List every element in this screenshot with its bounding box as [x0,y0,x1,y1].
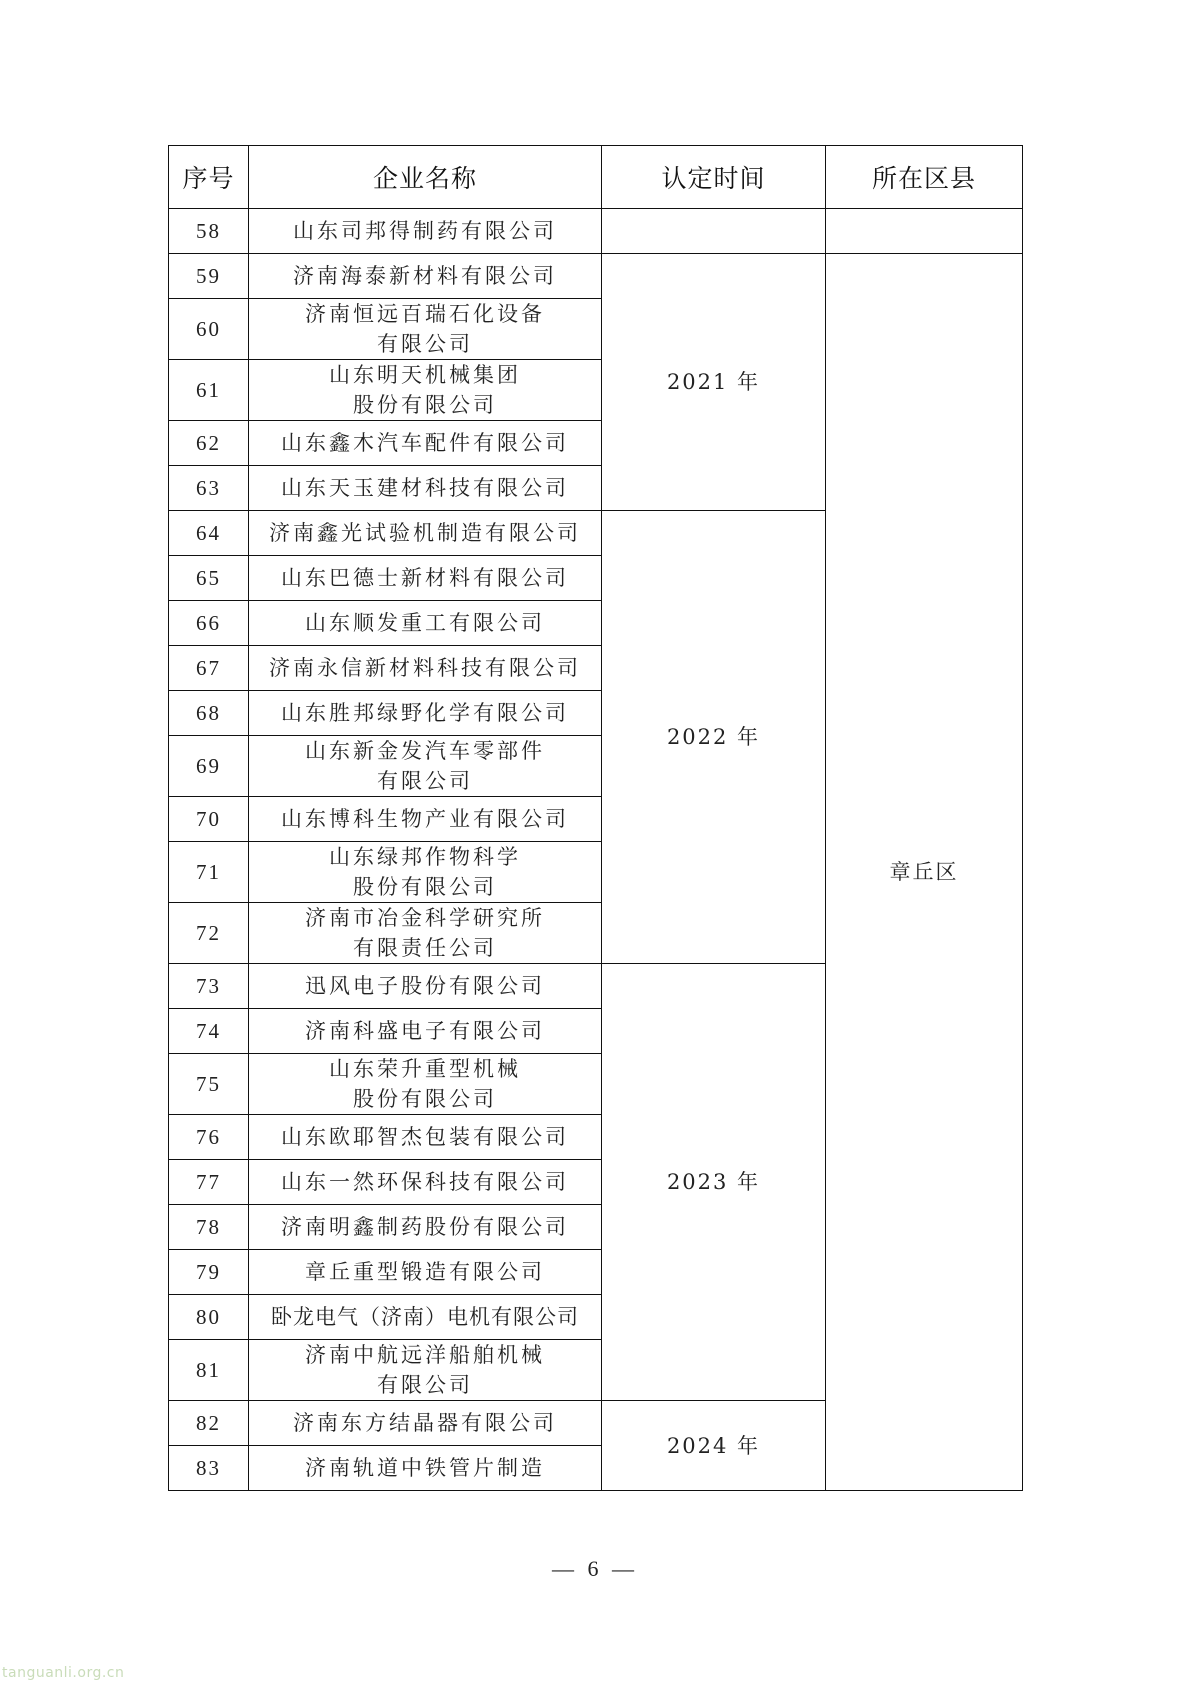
company-name: 山东绿邦作物科学 股份有限公司 [249,842,602,903]
certification-time: 2024 年 [602,1401,826,1491]
header-company-name: 企业名称 [249,146,602,209]
row-index: 75 [169,1054,249,1115]
company-name: 济南东方结晶器有限公司 [249,1401,602,1446]
row-index: 77 [169,1160,249,1205]
row-index: 71 [169,842,249,903]
row-index: 81 [169,1340,249,1401]
company-name: 济南鑫光试验机制造有限公司 [249,511,602,556]
company-name: 山东新金发汽车零部件 有限公司 [249,736,602,797]
row-index: 67 [169,646,249,691]
watermark: tanguanli.org.cn [2,1665,125,1681]
header-district: 所在区县 [826,146,1023,209]
table-header-row [169,146,1023,209]
company-name: 济南永信新材料科技有限公司 [249,646,602,691]
row-index: 74 [169,1009,249,1054]
row-index: 64 [169,511,249,556]
company-name: 章丘重型锻造有限公司 [249,1250,602,1295]
company-name: 迅风电子股份有限公司 [249,964,602,1009]
company-name: 山东顺发重工有限公司 [249,601,602,646]
row-index: 69 [169,736,249,797]
row-index: 82 [169,1401,249,1446]
company-name: 山东天玉建材科技有限公司 [249,466,602,511]
company-name: 山东鑫木汽车配件有限公司 [249,421,602,466]
company-name: 山东胜邦绿野化学有限公司 [249,691,602,736]
company-name: 山东博科生物产业有限公司 [249,797,602,842]
row-index: 83 [169,1446,249,1491]
company-name: 卧龙电气（济南）电机有限公司 [249,1295,602,1340]
district: 章丘区 [826,254,1023,1491]
row-index: 60 [169,299,249,360]
company-name: 山东一然环保科技有限公司 [249,1160,602,1205]
header-index: 序号 [169,146,249,209]
row-index: 76 [169,1115,249,1160]
row-index: 59 [169,254,249,299]
district [826,209,1023,254]
certification-time: 2023 年 [602,964,826,1401]
page-number: — 6 — [552,1556,638,1581]
certification-time [602,209,826,254]
row-index: 73 [169,964,249,1009]
company-name: 济南中航远洋船舶机械 有限公司 [249,1340,602,1401]
row-index: 66 [169,601,249,646]
company-name: 济南海泰新材料有限公司 [249,254,602,299]
table-row [169,254,1023,299]
company-name: 济南明鑫制药股份有限公司 [249,1205,602,1250]
company-name: 山东司邦得制药有限公司 [249,209,602,254]
row-index: 63 [169,466,249,511]
row-index: 61 [169,360,249,421]
row-index: 79 [169,1250,249,1295]
row-index: 62 [169,421,249,466]
company-name: 山东明天机械集团 股份有限公司 [249,360,602,421]
company-name: 济南科盛电子有限公司 [249,1009,602,1054]
row-index: 65 [169,556,249,601]
row-index: 58 [169,209,249,254]
row-index: 78 [169,1205,249,1250]
row-index: 70 [169,797,249,842]
row-index: 80 [169,1295,249,1340]
company-name: 山东荣升重型机械 股份有限公司 [249,1054,602,1115]
header-certification-time: 认定时间 [602,146,826,209]
company-name: 山东巴德士新材料有限公司 [249,556,602,601]
certification-time: 2022 年 [602,511,826,964]
row-index: 68 [169,691,249,736]
row-index: 72 [169,903,249,964]
company-name: 济南恒远百瑞石化设备 有限公司 [249,299,602,360]
certification-time: 2021 年 [602,254,826,511]
company-name: 山东欧耶智杰包装有限公司 [249,1115,602,1160]
company-name: 济南轨道中铁管片制造 [249,1446,602,1491]
enterprise-table [168,145,1023,1491]
table-row [169,209,1023,254]
company-name: 济南市冶金科学研究所 有限责任公司 [249,903,602,964]
